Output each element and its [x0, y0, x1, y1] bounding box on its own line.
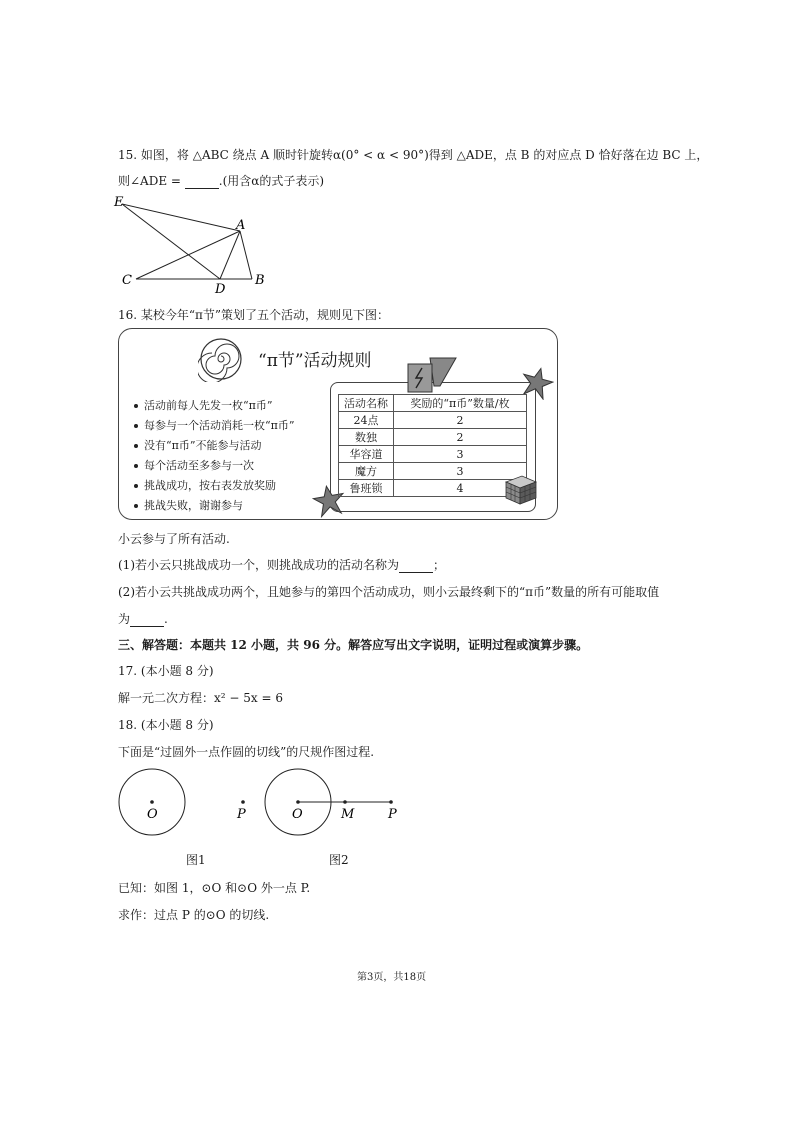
fig2-caption: 图2	[329, 853, 349, 867]
table-row	[339, 463, 527, 480]
q18-known: 已知：如图 1，⊙O 和⊙O 外一点 P.	[118, 881, 311, 895]
q18-find: 求作：过点 P 的⊙O 的切线.	[118, 908, 270, 922]
lightning-sign-icon	[404, 356, 458, 396]
fig2-label-M: M	[341, 807, 355, 822]
bullet-icon	[134, 444, 138, 448]
q16-intro: 16. 某校今年“π节”策划了五个活动，规则见下图：	[118, 308, 390, 322]
q16-part1: (1)若小云只挑战成功一个，则挑战成功的活动名称为 ；	[118, 558, 446, 572]
fig1-label-O: O	[147, 807, 158, 822]
bullet-icon	[134, 424, 138, 428]
table-row	[339, 446, 527, 463]
rule-item: 挑战成功，按右表发放奖励	[134, 476, 294, 496]
fig2-label-P: P	[388, 807, 397, 822]
table-cell: 3	[394, 446, 527, 463]
table-header-cell: 活动名称	[339, 395, 394, 412]
q16-after: 小云参与了所有活动.	[118, 532, 230, 546]
table-header-row	[339, 395, 527, 412]
q15-line2-suffix: .(用含α的式子表示)	[218, 174, 325, 188]
section-heading: 三、解答题：本题共 12 小题，共 96 分。解答应写出文字说明，证明过程或演算步骤。	[118, 638, 589, 652]
fig1-center-dot	[150, 800, 154, 804]
q17-head: 17. (本小题 8 分)	[118, 664, 214, 678]
table-row	[339, 412, 527, 429]
fig1-label-P: P	[237, 807, 246, 822]
label-C: C	[122, 273, 132, 288]
q18-figures	[110, 766, 410, 846]
bullet-icon	[134, 404, 138, 408]
label-D: D	[215, 282, 226, 297]
fig2-midpoint-dot	[343, 800, 347, 804]
table-cell: 数独	[339, 429, 394, 446]
q18-body: 下面是“过圆外一点作圆的切线”的尺规作图过程.	[118, 745, 375, 759]
table-header-cell: 奖励的“π币”数量/枚	[394, 395, 527, 412]
bullet-icon	[134, 504, 138, 508]
q15-answer-blank	[185, 175, 219, 189]
label-B: B	[255, 273, 265, 288]
q18-head: 18. (本小题 8 分)	[118, 718, 214, 732]
table-cell: 鲁班锁	[339, 480, 394, 497]
rule-item: 活动前每人先发一枚“π币”	[134, 396, 294, 416]
rule-item: 每个活动至多参与一次	[134, 456, 294, 476]
table-cell: 4	[394, 480, 527, 497]
label-A: A	[236, 218, 246, 233]
fig2-center-dot	[296, 800, 300, 804]
table-cell: 2	[394, 412, 527, 429]
bullet-icon	[134, 484, 138, 488]
page-footer: 第3页，共18页	[357, 972, 427, 983]
q15-line1: 15. 如图，将 △ABC 绕点 A 顺时针旋转α(0° < α < 90°)得到 △ADE，点 B 的对应点 D 恰好落在边 BC 上，	[118, 148, 709, 162]
q16-part2-blank	[130, 613, 164, 627]
table-cell: 3	[394, 463, 527, 480]
label-E: E	[114, 195, 124, 210]
q16-part2-tail: 为 .	[118, 612, 168, 626]
q16-part2: (2)若小云共挑战成功两个，且她参与的第四个活动成功，则小云最终剩下的“π币”数量的所有可能取值	[118, 585, 660, 599]
table-row	[339, 480, 527, 497]
table-cell: 华容道	[339, 446, 394, 463]
fig2-label-O: O	[292, 807, 303, 822]
fig1-caption: 图1	[186, 853, 206, 867]
line-AB	[240, 231, 252, 279]
q17-body: 解一元二次方程：x² − 5x = 6	[118, 691, 283, 705]
line-AC	[136, 231, 240, 279]
rules-list	[134, 396, 294, 516]
reward-table	[338, 394, 527, 497]
fig2-point-dot	[389, 800, 393, 804]
q15-line2	[118, 172, 324, 189]
q16-part1-blank	[399, 559, 433, 573]
table-row	[339, 429, 527, 446]
rubiks-cube-icon	[502, 472, 540, 508]
fig1-point-dot	[241, 800, 245, 804]
table-cell: 2	[394, 429, 527, 446]
table-cell: 24点	[339, 412, 394, 429]
bullet-icon	[134, 464, 138, 468]
rule-item: 挑战失败，谢谢参与	[134, 496, 294, 516]
q15-triangle-figure	[110, 192, 280, 297]
rule-item: 每参与一个活动消耗一枚“π币”	[134, 416, 294, 436]
rule-item: 没有“π币”不能参与活动	[134, 436, 294, 456]
table-cell: 魔方	[339, 463, 394, 480]
card-title: “π节”活动规则	[258, 351, 372, 371]
spiral-icon	[198, 336, 244, 382]
q15-line2-prefix: 则∠ADE =	[118, 174, 185, 188]
line-AD	[220, 231, 240, 279]
